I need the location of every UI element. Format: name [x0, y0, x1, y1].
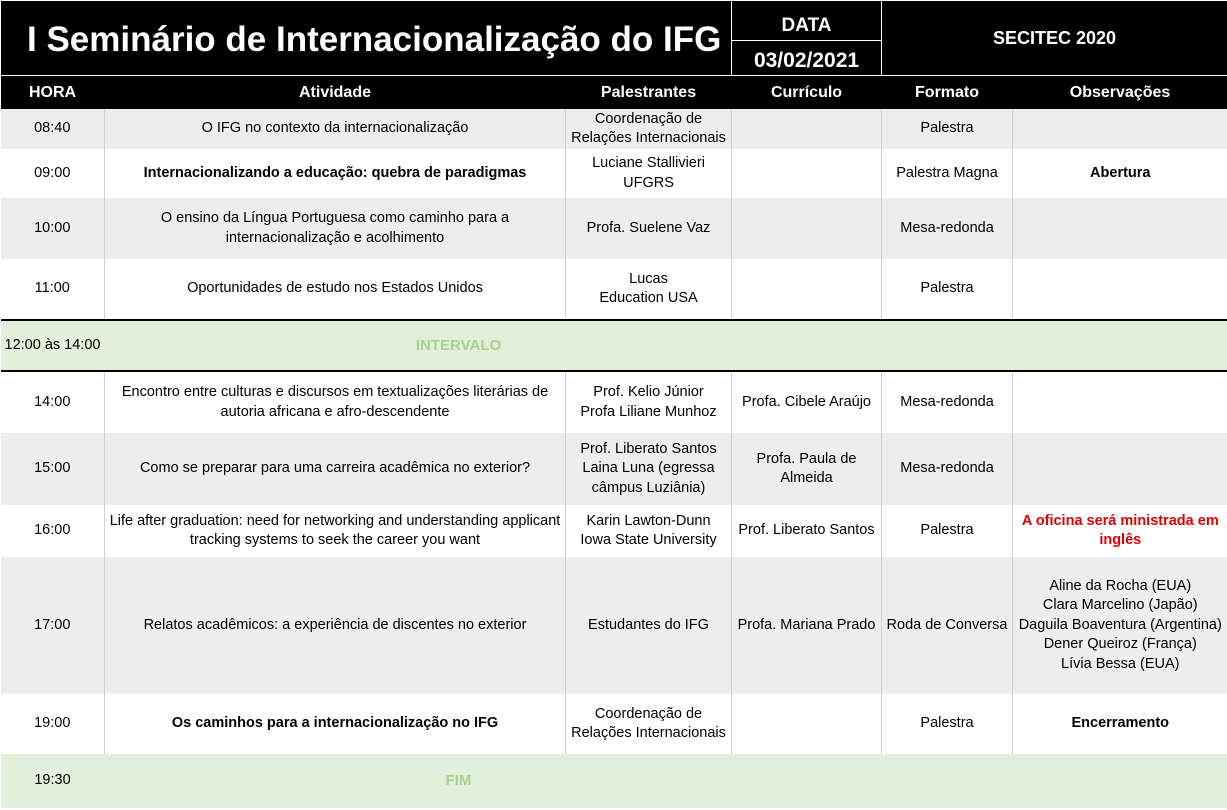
activity-cell: Encontro entre culturas e discursos em textualizações literárias de autoria africana e afro-descendente: [105, 371, 566, 433]
activity-cell: Relatos acadêmicos: a experiência de discentes no exterior: [105, 557, 566, 694]
activity-cell: Os caminhos para a internacionalização no IFG: [105, 694, 566, 754]
cell-line: Lucas: [629, 270, 668, 287]
column-header: Currículo: [732, 76, 882, 110]
curriculum-cell: [732, 371, 882, 433]
break-row: [1, 320, 1227, 371]
end-row: [1, 754, 1227, 808]
speakers-cell: [566, 557, 732, 694]
curriculum-cell: [732, 557, 882, 694]
activity-cell: Oportunidades de estudo nos Estados Unidos: [105, 259, 566, 320]
activity-cell: O ensino da Língua Portuguesa como caminho para a internacionalização e acolhimento: [105, 198, 566, 259]
format-cell: Palestra: [882, 109, 1013, 149]
speakers-cell: [566, 259, 732, 320]
format-cell: Palestra: [882, 505, 1013, 557]
cell-line: Almeida: [780, 470, 833, 486]
activity-cell: O IFG no contexto da internacionalização: [105, 109, 566, 149]
cell-line: Luciane Stallivieri: [592, 155, 705, 171]
notes-cell: [1013, 433, 1227, 505]
notes-cell: [1013, 505, 1227, 557]
notes-cell: [1013, 259, 1227, 320]
time-cell: 09:00: [1, 149, 105, 198]
date-label: DATA: [732, 1, 882, 41]
curriculum-cell: [732, 694, 882, 754]
format-cell: Palestra: [882, 259, 1013, 320]
event-date: 03/02/2021: [732, 41, 882, 76]
time-cell: 15:00: [1, 433, 105, 505]
column-header: HORA: [1, 76, 105, 110]
table-row: [1, 198, 1227, 259]
curriculum-cell: [732, 259, 882, 320]
column-header: Atividade: [105, 76, 566, 110]
curriculum-cell: [732, 433, 882, 505]
notes-cell: [1013, 371, 1227, 433]
time-cell: 17:00: [1, 557, 105, 694]
cell-line: Karin Lawton-Dunn: [586, 512, 711, 529]
time-cell: 10:00: [1, 198, 105, 259]
table-row: [1, 505, 1227, 557]
break-time: 12:00 às 14:00: [1, 320, 105, 371]
time-cell: 14:00: [1, 371, 105, 433]
time-cell: 08:40: [1, 109, 105, 149]
cell-line: Clara Marcelino (Japão): [1042, 597, 1198, 614]
speakers-cell: [566, 694, 732, 754]
notes-cell: [1013, 557, 1227, 694]
cell-line: Abertura: [1090, 164, 1151, 181]
cell-line: Laina Luna (egressa: [582, 460, 715, 477]
notes-cell: [1013, 694, 1227, 754]
speakers-cell: [566, 198, 732, 259]
notes-cell: [1013, 149, 1227, 198]
cell-line: Iowa State University: [580, 532, 717, 548]
cell-line: Profa. Cibele Araújo: [742, 393, 871, 410]
cell-line: Daguila Boaventura (Argentina): [1018, 616, 1222, 633]
table-row: [1, 109, 1227, 149]
column-header: Formato: [882, 76, 1013, 110]
activity-cell: Internacionalizando a educação: quebra de paradigmas: [105, 149, 566, 198]
cell-line: câmpus Luziânia): [591, 479, 706, 496]
cell-line: Estudantes do IFG: [588, 616, 709, 633]
format-cell: Mesa-redonda: [882, 371, 1013, 433]
cell-line: Relações Internacionais: [571, 725, 726, 741]
format-cell: Palestra: [882, 694, 1013, 754]
speakers-cell: [566, 505, 732, 557]
column-header: Palestrantes: [566, 76, 732, 110]
time-cell: 11:00: [1, 259, 105, 320]
cell-line: Profa. Mariana Prado: [737, 616, 876, 633]
table-row: [1, 433, 1227, 505]
cell-line: Prof. Liberato Santos: [580, 440, 717, 457]
cell-line: Dener Queiroz (França): [1043, 636, 1197, 653]
notes-cell: [1013, 198, 1227, 259]
cell-line: UFGRS: [623, 174, 674, 191]
curriculum-cell: [732, 505, 882, 557]
curriculum-cell: [732, 149, 882, 198]
page-title: I Seminário de Internacionalização do IFG: [1, 1, 732, 76]
speakers-cell: [566, 433, 732, 505]
speakers-cell: [566, 109, 732, 149]
format-cell: Palestra Magna: [882, 149, 1013, 198]
cell-line: Coordenação de: [594, 110, 703, 127]
event-name: SECITEC 2020: [882, 1, 1227, 76]
column-header-row: [1, 76, 1227, 110]
table-row: [1, 557, 1227, 694]
table-row: [1, 371, 1227, 433]
activity-cell: Life after graduation: need for networking and understanding applicant tracking systems to seek the career you want: [105, 505, 566, 557]
end-time: 19:30: [1, 754, 105, 808]
cell-line: Education USA: [599, 290, 698, 306]
cell-line: Aline da Rocha (EUA): [1049, 577, 1192, 594]
activity-cell: Como se preparar para uma carreira acadêmica no exterior?: [105, 433, 566, 505]
column-header: Observações: [1013, 76, 1227, 110]
break-label: INTERVALO: [105, 320, 1227, 371]
cell-line: Prof. Liberato Santos: [738, 522, 875, 539]
cell-line: Lívia Bessa (EUA): [1061, 655, 1180, 672]
cell-line: Profa. Paula de: [756, 450, 857, 467]
table-row: [1, 149, 1227, 198]
format-cell: Mesa-redonda: [882, 433, 1013, 505]
notes-cell: [1013, 109, 1227, 149]
table-row: [1, 694, 1227, 754]
cell-line: Profa Liliane Munhoz: [580, 403, 717, 420]
cell-line: Coordenação de: [594, 705, 703, 722]
speakers-cell: [566, 149, 732, 198]
format-cell: Mesa-redonda: [882, 198, 1013, 259]
curriculum-cell: [732, 109, 882, 149]
cell-line: Encerramento: [1071, 715, 1170, 732]
end-label: FIM: [105, 754, 1227, 808]
cell-line: Relações Internacionais: [571, 130, 726, 146]
cell-line: inglês: [1099, 532, 1142, 548]
curriculum-cell: [732, 198, 882, 259]
table-row: [1, 259, 1227, 320]
cell-line: Profa. Suelene Vaz: [586, 219, 711, 236]
time-cell: 19:00: [1, 694, 105, 754]
cell-line: Prof. Kelio Júnior: [593, 384, 704, 400]
time-cell: 16:00: [1, 505, 105, 557]
format-cell: Roda de Conversa: [882, 557, 1013, 694]
cell-line: A oficina será ministrada em: [1021, 512, 1219, 529]
speakers-cell: [566, 371, 732, 433]
